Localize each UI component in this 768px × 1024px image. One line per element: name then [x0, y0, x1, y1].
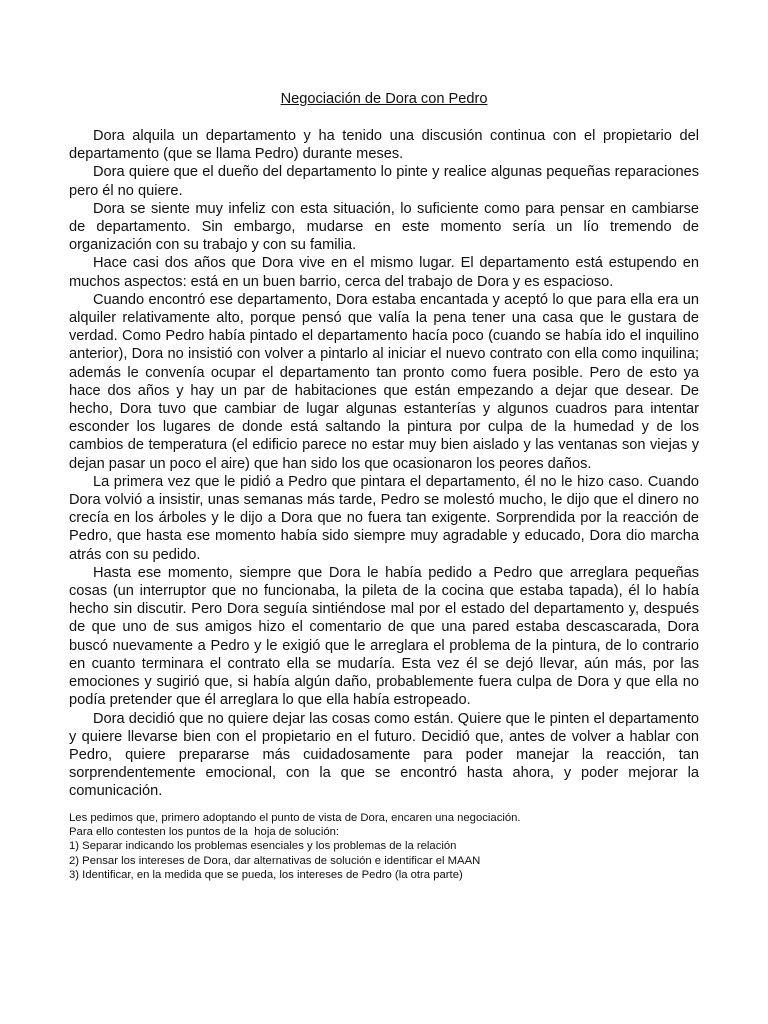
paragraph: Dora alquila un departamento y ha tenido una discusión continua con el propietario del departamento (que se llama Pedro) durante meses. — [69, 128, 699, 163]
instructions-block — [69, 811, 709, 882]
paragraph: Dora decidió que no quiere dejar las cosas como están. Quiere que le pinten el departamento y quiere llevarse bien con el propietario en el futuro. Decidió que, antes de volver a hablar con Pedro, quiere prepararse más cuidadosamente para poder manejar la reacción, tan sorprendentemente emocional, con la que se encontró hasta ahora, y poder mejorar la comunicación. — [69, 710, 699, 800]
paragraph: Hace casi dos años que Dora vive en el mismo lugar. El departamento está estupendo en muchos aspectos: está en un buen barrio, cerca del trabajo de Dora y es espacioso. — [69, 255, 699, 290]
document-body — [69, 127, 699, 801]
paragraph: Dora se siente muy infeliz con esta situación, lo suficiente como para pensar en cambiarse de departamento. Sin embargo, mudarse en este momento sería un lío tremendo de organización con su trabajo y con su familia. — [69, 200, 699, 254]
paragraph: Dora quiere que el dueño del departamento lo pinte y realice algunas pequeñas reparaciones pero él no quiere. — [69, 164, 699, 199]
paragraph: La primera vez que le pidió a Pedro que pintara el departamento, él no le hizo caso. Cuando Dora volvió a insistir, unas semanas más tarde, Pedro se molestó mucho, le dijo que el dinero no crecía en los árboles y le dijo a Dora que no fuera tan exigente. Sorprendida por la reacción de Pedro, que hasta ese momento había sido siempre muy agradable y educado, Dora dio marcha atrás con su pedido. — [69, 473, 699, 563]
document-title: Negociación de Dora con Pedro — [280, 91, 488, 107]
instruction-item: 1) Separar indicando los problemas esenciales y los problemas de la relación — [69, 840, 457, 853]
paragraph: Cuando encontró ese departamento, Dora estaba encantada y aceptó lo que para ella era un alquiler relativamente alto, porque pensó que valía la pena tener una casa que le gustara de verdad. Como Pedro había pintado el departamento hacía poco (cuando se había ido el inquilino anterior), Dora no insistió con volver a pintarlo al iniciar el nuevo contrato con ella como inquilina; además le convenía ocupar el departamento tan pronto como fuera posible. Pero de esto ya hace dos años y hay un par de habitaciones que están empezando a dejar que desear. De hecho, Dora tuvo que cambiar de lugar algunas estanterías y algunos cuadros para intentar esconder los lugares de donde está saltando la pintura por culpa de la humedad y de los cambios de temperatura (el edificio parece no estar muy bien aislado y las ventanas son viejas y dejan pasar un poco el aire) que han sido los que ocasionaron los peores daños. — [69, 291, 699, 472]
paragraph: Hasta ese momento, siempre que Dora le había pedido a Pedro que arreglara pequeñas cosas (un interruptor que no funcionaba, la pileta de la cocina que estaba tapada), él lo había hecho sin discutir. Pero Dora seguía sintiéndose mal por el estado del departamento y, después de que uno de sus amigos hizo el comentario de que una pared estaba descascarada, Dora buscó nuevamente a Pedro y le exigió que le arreglara el problema de la pintura, de lo contrario en cuanto terminara el contrato ella se mudaría. Esta vez él se dejó llevar, aún más, por las emociones y sugirió que, si había algún daño, probablemente fuera culpa de Dora y que ella no podía pretender que él arreglara lo que ella había estropeado. — [69, 564, 699, 709]
instruction-item: 3) Identificar, en la medida que se pueda, los intereses de Pedro (la otra parte) — [69, 868, 463, 881]
instruction-line: Para ello contesten los puntos de la hoja de solución: — [69, 826, 340, 839]
instruction-item: 2) Pensar los intereses de Dora, dar alternativas de solución e identificar el MAAN — [69, 854, 481, 867]
instruction-intro: Les pedimos que, primero adoptando el punto de vista de Dora, encaren una negociación. — [69, 812, 521, 824]
